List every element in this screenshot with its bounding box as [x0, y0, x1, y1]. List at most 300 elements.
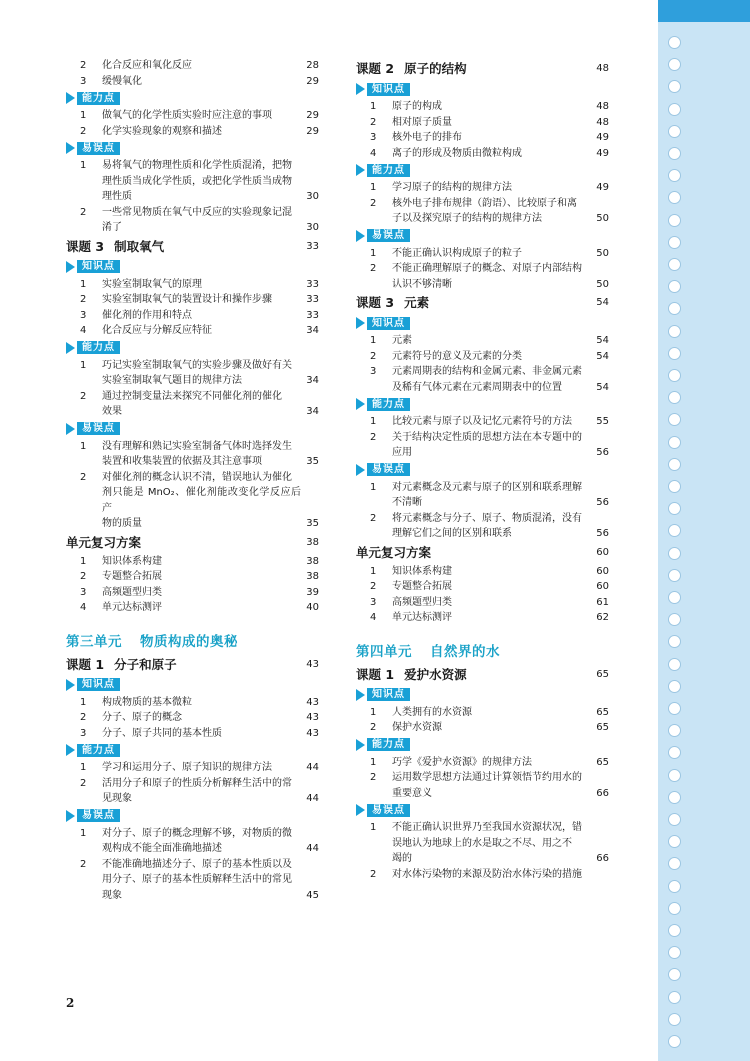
category-label: 能力点 [367, 164, 410, 177]
toc-entry[interactable] [66, 585, 319, 601]
entry-line: 物的质量 [102, 518, 142, 529]
toc-entry[interactable] [356, 333, 609, 349]
entry-line: 见现象 [102, 793, 132, 804]
binding-ring [668, 813, 681, 826]
page-ref: 44 [306, 762, 319, 773]
lesson-number: 课题 1 [356, 666, 395, 682]
toc-entry[interactable] [356, 146, 609, 162]
page-ref: 30 [306, 191, 319, 202]
toc-entry[interactable] [356, 180, 609, 196]
toc-entry[interactable] [66, 108, 319, 124]
toc-entry[interactable] [66, 569, 319, 585]
entry-text [392, 480, 591, 511]
entry-text [392, 146, 591, 162]
entry-number: 1 [80, 762, 87, 773]
toc-entry[interactable] [66, 205, 319, 236]
toc-entry[interactable] [356, 414, 609, 430]
entry-text [102, 323, 301, 339]
category-label: 易误点 [77, 809, 120, 822]
entry-text [392, 511, 591, 542]
lesson-title: 单元复习方案 [66, 534, 142, 550]
toc-entry[interactable] [356, 430, 609, 461]
category-tag [66, 808, 319, 824]
entry-text [102, 58, 301, 74]
toc-entry[interactable] [356, 115, 609, 131]
category-label: 知识点 [367, 688, 410, 701]
entry-number: 2 [370, 868, 377, 880]
entry-number: 1 [80, 278, 87, 290]
entry-line: 不能正确理解原子的概念、对原子内部结构 [392, 263, 582, 274]
toc-entry[interactable] [356, 364, 609, 395]
binding-ring [668, 991, 681, 1004]
entry-text [102, 710, 301, 726]
entry-number: 3 [370, 596, 377, 608]
toc-entry[interactable] [356, 349, 609, 365]
entry-line: 保护水资源 [392, 722, 442, 733]
toc-entry[interactable] [356, 595, 609, 611]
entry-number: 2 [80, 712, 87, 723]
entry-number: 2 [370, 772, 377, 783]
lesson-title: 制取氧气 [114, 238, 165, 254]
entry-line: 分子、原子共同的基本性质 [102, 727, 222, 739]
page-ref: 54 [596, 297, 609, 308]
binding-ring [668, 436, 681, 449]
lesson-heading[interactable] [356, 664, 609, 686]
category-tag [356, 396, 609, 412]
unit-spacer [356, 626, 609, 640]
category-label: 能力点 [77, 341, 120, 354]
binding-ring [668, 1013, 681, 1026]
lesson-number: 课题 1 [66, 656, 105, 672]
page-ref: 43 [306, 727, 319, 739]
entry-line: 竭的 [392, 853, 412, 864]
page-ref: 56 [596, 447, 609, 458]
toc-entry[interactable] [66, 439, 319, 470]
entry-line: 运用数学思想方法通过计算领悟节约用水的 [392, 772, 582, 783]
entry-line: 巧学《爱护水资源》的规律方法 [392, 756, 532, 768]
entry-number: 2 [80, 390, 87, 402]
lesson-number: 课题 3 [356, 295, 395, 310]
toc-entry[interactable] [66, 124, 319, 140]
category-tag [356, 228, 609, 244]
category-tag [66, 742, 319, 758]
entry-line: 及稀有气体元素在元素周期表中的位置 [392, 381, 562, 393]
category-tag [356, 462, 609, 478]
unit-heading[interactable] [66, 630, 319, 654]
page-ref: 61 [596, 596, 609, 608]
entry-number: 2 [80, 571, 87, 582]
toc-entry[interactable] [66, 826, 319, 857]
lesson-title: 爱护水资源 [404, 666, 467, 682]
page-ref: 34 [306, 375, 319, 386]
entry-line: 原子的构成 [392, 101, 442, 112]
entry-number: 2 [80, 206, 87, 218]
toc-entry[interactable] [356, 246, 609, 262]
binding-ring [668, 147, 681, 160]
page-ref: 60 [596, 565, 609, 577]
entry-line: 一些常见物质在氧气中反应的实验现象记混 [102, 206, 292, 218]
entry-text [102, 470, 301, 532]
category-label: 易误点 [77, 142, 120, 155]
entry-number: 4 [80, 325, 87, 336]
play-triangle-icon [66, 92, 75, 104]
toc-entry[interactable] [356, 705, 609, 721]
page-ref: 35 [306, 518, 319, 529]
entry-line: 用分子、原子的基本性质解释生活中的常见 [102, 874, 292, 885]
binding-ring [668, 236, 681, 249]
page-ref: 43 [306, 658, 319, 670]
entry-text [392, 705, 591, 721]
category-tag [356, 737, 609, 753]
toc-entry[interactable] [66, 600, 319, 616]
entry-line: 理性质当成化学性质，或把化学性质当成物 [102, 175, 292, 187]
category-label: 能力点 [367, 738, 410, 751]
toc-entry[interactable] [66, 58, 319, 74]
entry-line: 做氧气的化学性质实验时应注意的事项 [102, 110, 272, 121]
toc-entry[interactable] [356, 610, 609, 626]
category-label: 易误点 [367, 463, 410, 476]
play-triangle-icon [66, 744, 75, 756]
entry-line: 缓慢氧化 [102, 75, 142, 87]
binding-ring [668, 680, 681, 693]
page-ref: 48 [596, 63, 609, 74]
entry-line: 对催化剂的概念认识不清，错误地认为催化 [102, 471, 292, 483]
toc-entry[interactable] [356, 770, 609, 801]
entry-number: 4 [80, 602, 87, 613]
category-tag [66, 421, 319, 437]
unit-spacer [66, 616, 319, 630]
entry-line: 误地认为地球上的水是取之不尽、用之不 [392, 837, 572, 849]
page-ref: 29 [306, 75, 319, 87]
entry-number: 2 [370, 350, 377, 362]
toc-entry[interactable] [66, 554, 319, 570]
page-ref: 38 [306, 555, 319, 567]
entry-line: 关于结构决定性质的思想方法在本专题中的 [392, 431, 582, 443]
toc-entry[interactable] [356, 130, 609, 146]
play-triangle-icon [356, 398, 365, 410]
category-label: 易误点 [367, 229, 410, 242]
page-ref: 33 [306, 294, 319, 305]
binding-ring [668, 880, 681, 893]
entry-number: 2 [370, 116, 377, 128]
entry-text [392, 414, 591, 430]
page-ref: 30 [306, 222, 319, 233]
page-ref: 49 [596, 132, 609, 143]
unit-number: 第四单元 [356, 643, 412, 660]
category-tag [66, 677, 319, 693]
binding-ring [668, 480, 681, 493]
entry-line: 催化剂的作用和特点 [102, 309, 192, 321]
entry-text [102, 726, 301, 742]
entry-line: 重要意义 [392, 787, 432, 799]
page-ref: 54 [596, 350, 609, 362]
entry-line: 对元素概念及元素与原子的区别和联系理解 [392, 481, 582, 493]
entry-text [102, 439, 301, 470]
toc-left-column [66, 58, 319, 903]
play-triangle-icon [356, 739, 365, 751]
entry-line: 理性质 [102, 191, 132, 202]
toc-entry[interactable] [356, 720, 609, 736]
toc-entry[interactable] [66, 470, 319, 532]
page-ref: 35 [306, 456, 319, 467]
toc-entry[interactable] [356, 511, 609, 542]
toc-entry[interactable] [66, 776, 319, 807]
binding-ring [668, 458, 681, 471]
binding-ring [668, 214, 681, 227]
category-tag [66, 140, 319, 156]
toc-entry[interactable] [356, 261, 609, 292]
play-triangle-icon [66, 810, 75, 822]
toc-entry[interactable] [356, 196, 609, 227]
page-ref: 60 [596, 546, 609, 558]
entry-text [102, 554, 301, 570]
entry-line: 化合反应与分解反应特征 [102, 325, 212, 336]
category-tag [356, 802, 609, 818]
page-ref: 34 [306, 325, 319, 336]
entry-number: 2 [370, 263, 377, 274]
entry-line: 观构成不能全面准确地描述 [102, 843, 222, 854]
page-ref: 62 [596, 612, 609, 623]
binding-ring [668, 369, 681, 382]
binding-ring [668, 591, 681, 604]
page-ref: 38 [306, 536, 319, 548]
entry-line: 比较元素与原子以及记忆元素符号的方法 [392, 416, 572, 427]
entry-number: 2 [80, 777, 87, 789]
lesson-heading[interactable] [66, 532, 319, 554]
entry-text [102, 277, 301, 293]
entry-line: 学习原子的结构的规律方法 [392, 182, 512, 193]
entry-text [392, 720, 591, 736]
lesson-heading[interactable] [66, 236, 319, 258]
entry-number: 2 [370, 581, 377, 592]
entry-text [392, 349, 591, 365]
toc-entry[interactable] [66, 726, 319, 742]
page-ref: 65 [596, 722, 609, 733]
binding-ring [668, 36, 681, 49]
toc-entry[interactable] [66, 323, 319, 339]
entry-line: 实验室制取氧气题目的规律方法 [102, 375, 242, 386]
entry-number: 1 [370, 247, 377, 259]
entry-number: 4 [370, 147, 377, 159]
entry-text [392, 430, 591, 461]
toc-entry[interactable] [356, 579, 609, 595]
play-triangle-icon [356, 230, 365, 242]
lesson-title: 单元复习方案 [356, 544, 432, 560]
entry-text [102, 760, 301, 776]
play-triangle-icon [66, 342, 75, 354]
page-ref: 55 [596, 416, 609, 427]
page-ref: 29 [306, 110, 319, 121]
unit-heading[interactable] [356, 640, 609, 664]
toc-entry[interactable] [356, 564, 609, 580]
entry-text [392, 610, 591, 626]
entry-text [392, 564, 591, 580]
entry-number: 3 [80, 75, 87, 87]
entry-number: 1 [80, 359, 87, 371]
entry-line: 对水体污染物的来源及防治水体污染的措施 [392, 868, 582, 880]
play-triangle-icon [356, 464, 365, 476]
page-ref: 65 [596, 756, 609, 768]
entry-number: 3 [80, 586, 87, 598]
entry-text [102, 585, 301, 601]
lesson-heading[interactable] [356, 58, 609, 80]
entry-text [392, 867, 591, 883]
binding-ring [668, 1035, 681, 1048]
page-ref: 43 [306, 712, 319, 723]
entry-text [392, 333, 591, 349]
page-number: 2 [66, 996, 75, 1010]
toc-entry[interactable] [66, 389, 319, 420]
lesson-heading[interactable] [66, 654, 319, 676]
category-tag [356, 162, 609, 178]
page-ref: 65 [596, 706, 609, 718]
lesson-heading[interactable] [356, 542, 609, 564]
entry-line: 将元素概念与分子、原子、物质混淆，没有 [392, 512, 582, 524]
entry-line: 应用 [392, 447, 412, 458]
toc-entry[interactable] [66, 857, 319, 904]
category-label: 易误点 [77, 422, 120, 435]
entry-text [392, 755, 591, 771]
entry-text [102, 600, 301, 616]
toc-entry[interactable] [66, 292, 319, 308]
entry-line: 化学实验现象的观察和描述 [102, 125, 222, 137]
page-ref: 29 [306, 125, 319, 137]
entry-number: 2 [80, 125, 87, 137]
entry-line: 装置和收集装置的依据及其注意事项 [102, 456, 262, 467]
entry-line: 离子的形成及物质由微粒构成 [392, 147, 522, 159]
page-ref: 56 [596, 528, 609, 539]
entry-number: 2 [370, 722, 377, 733]
entry-number: 1 [80, 827, 87, 839]
entry-text [102, 358, 301, 389]
page-ref: 40 [306, 602, 319, 613]
entry-line: 高频题型归类 [392, 596, 452, 608]
category-label: 易误点 [367, 804, 410, 817]
entry-number: 2 [80, 294, 87, 305]
entry-line: 化合反应和氧化反应 [102, 60, 192, 71]
entry-text [102, 776, 301, 807]
entry-line: 巧记实验室制取氧气的实验步骤及做好有关 [102, 359, 292, 371]
binding-ring [668, 791, 681, 804]
entry-line: 高频题型归类 [102, 586, 162, 598]
entry-line: 知识体系构建 [102, 555, 162, 567]
page-ref: 48 [596, 116, 609, 128]
binding-ring [668, 547, 681, 560]
binding-ring [668, 125, 681, 138]
entry-text [392, 115, 591, 131]
entry-number: 3 [80, 727, 87, 739]
entry-number: 3 [370, 366, 377, 377]
toc-entry[interactable] [356, 99, 609, 115]
entry-number: 1 [370, 565, 377, 577]
entry-number: 3 [370, 132, 377, 143]
play-triangle-icon [356, 164, 365, 176]
play-triangle-icon [66, 142, 75, 154]
page-ref: 38 [306, 571, 319, 582]
toc-entry[interactable] [356, 867, 609, 883]
entry-text [102, 205, 301, 236]
toc-right-column [356, 58, 609, 882]
entry-line: 易将氧气的物理性质和化学性质混淆，把物 [102, 160, 292, 171]
entry-line: 子以及探究原子的结构的规律方法 [392, 213, 542, 224]
entry-number: 1 [370, 101, 377, 112]
entry-number: 2 [370, 431, 377, 443]
entry-line: 元素周期表的结构和金属元素、非金属元素 [392, 366, 582, 377]
page-ref: 49 [596, 182, 609, 193]
entry-line: 淆了 [102, 222, 122, 233]
toc-entry[interactable] [356, 820, 609, 867]
page-ref: 33 [306, 240, 319, 252]
entry-line: 理解它们之间的区别和联系 [392, 528, 512, 539]
entry-number: 1 [80, 440, 87, 452]
entry-line: 知识体系构建 [392, 565, 452, 577]
page-ref: 45 [306, 889, 319, 901]
toc-entry[interactable] [66, 760, 319, 776]
category-label: 知识点 [77, 678, 120, 691]
play-triangle-icon [356, 689, 365, 701]
play-triangle-icon [66, 261, 75, 273]
binding-ring [668, 258, 681, 271]
lesson-heading[interactable] [356, 292, 609, 314]
page-ref: 34 [306, 406, 319, 417]
binding-ring [668, 325, 681, 338]
entry-line: 学习和运用分子、原子知识的规律方法 [102, 762, 272, 773]
toc-entry[interactable] [66, 74, 319, 90]
entry-number: 2 [80, 60, 87, 71]
entry-number: 4 [370, 612, 377, 623]
category-label: 能力点 [77, 92, 120, 105]
toc-entry[interactable] [356, 755, 609, 771]
toc-entry[interactable] [356, 480, 609, 511]
entry-line: 不能正确认识构成原子的粒子 [392, 247, 522, 259]
toc-entry[interactable] [66, 695, 319, 711]
entry-line: 构成物质的基本微粒 [102, 696, 192, 708]
entry-line: 不能准确地描述分子、原子的基本性质以及 [102, 858, 292, 870]
entry-text [102, 74, 301, 90]
entry-number: 1 [80, 696, 87, 708]
binding-ring [668, 347, 681, 360]
entry-text [392, 595, 591, 611]
page-ref: 60 [596, 581, 609, 592]
entry-number: 1 [370, 756, 377, 768]
page-ref: 56 [596, 497, 609, 508]
lesson-title: 分子和原子 [114, 656, 177, 672]
entry-number: 1 [80, 110, 87, 121]
page-ref: 44 [306, 843, 319, 854]
entry-line: 相对原子质量 [392, 116, 452, 128]
play-triangle-icon [66, 679, 75, 691]
entry-number: 1 [80, 555, 87, 567]
binding-ring [668, 924, 681, 937]
entry-text [392, 261, 591, 292]
lesson-title: 原子的结构 [404, 61, 467, 76]
category-tag [66, 90, 319, 106]
entry-line: 没有理解和熟记实验室制备气体时选择发生 [102, 440, 292, 452]
entry-text [102, 308, 301, 324]
entry-text [102, 108, 301, 124]
page-ref: 54 [596, 335, 609, 346]
entry-text [392, 180, 591, 196]
toc-entry[interactable] [66, 277, 319, 293]
page-ref: 50 [596, 278, 609, 290]
toc-entry[interactable] [66, 308, 319, 324]
unit-title: 自然界的水 [430, 643, 500, 660]
page-ref: 33 [306, 278, 319, 290]
toc-entry[interactable] [66, 358, 319, 389]
toc-entry[interactable] [66, 158, 319, 205]
toc-entry[interactable] [66, 710, 319, 726]
entry-number: 1 [370, 706, 377, 718]
